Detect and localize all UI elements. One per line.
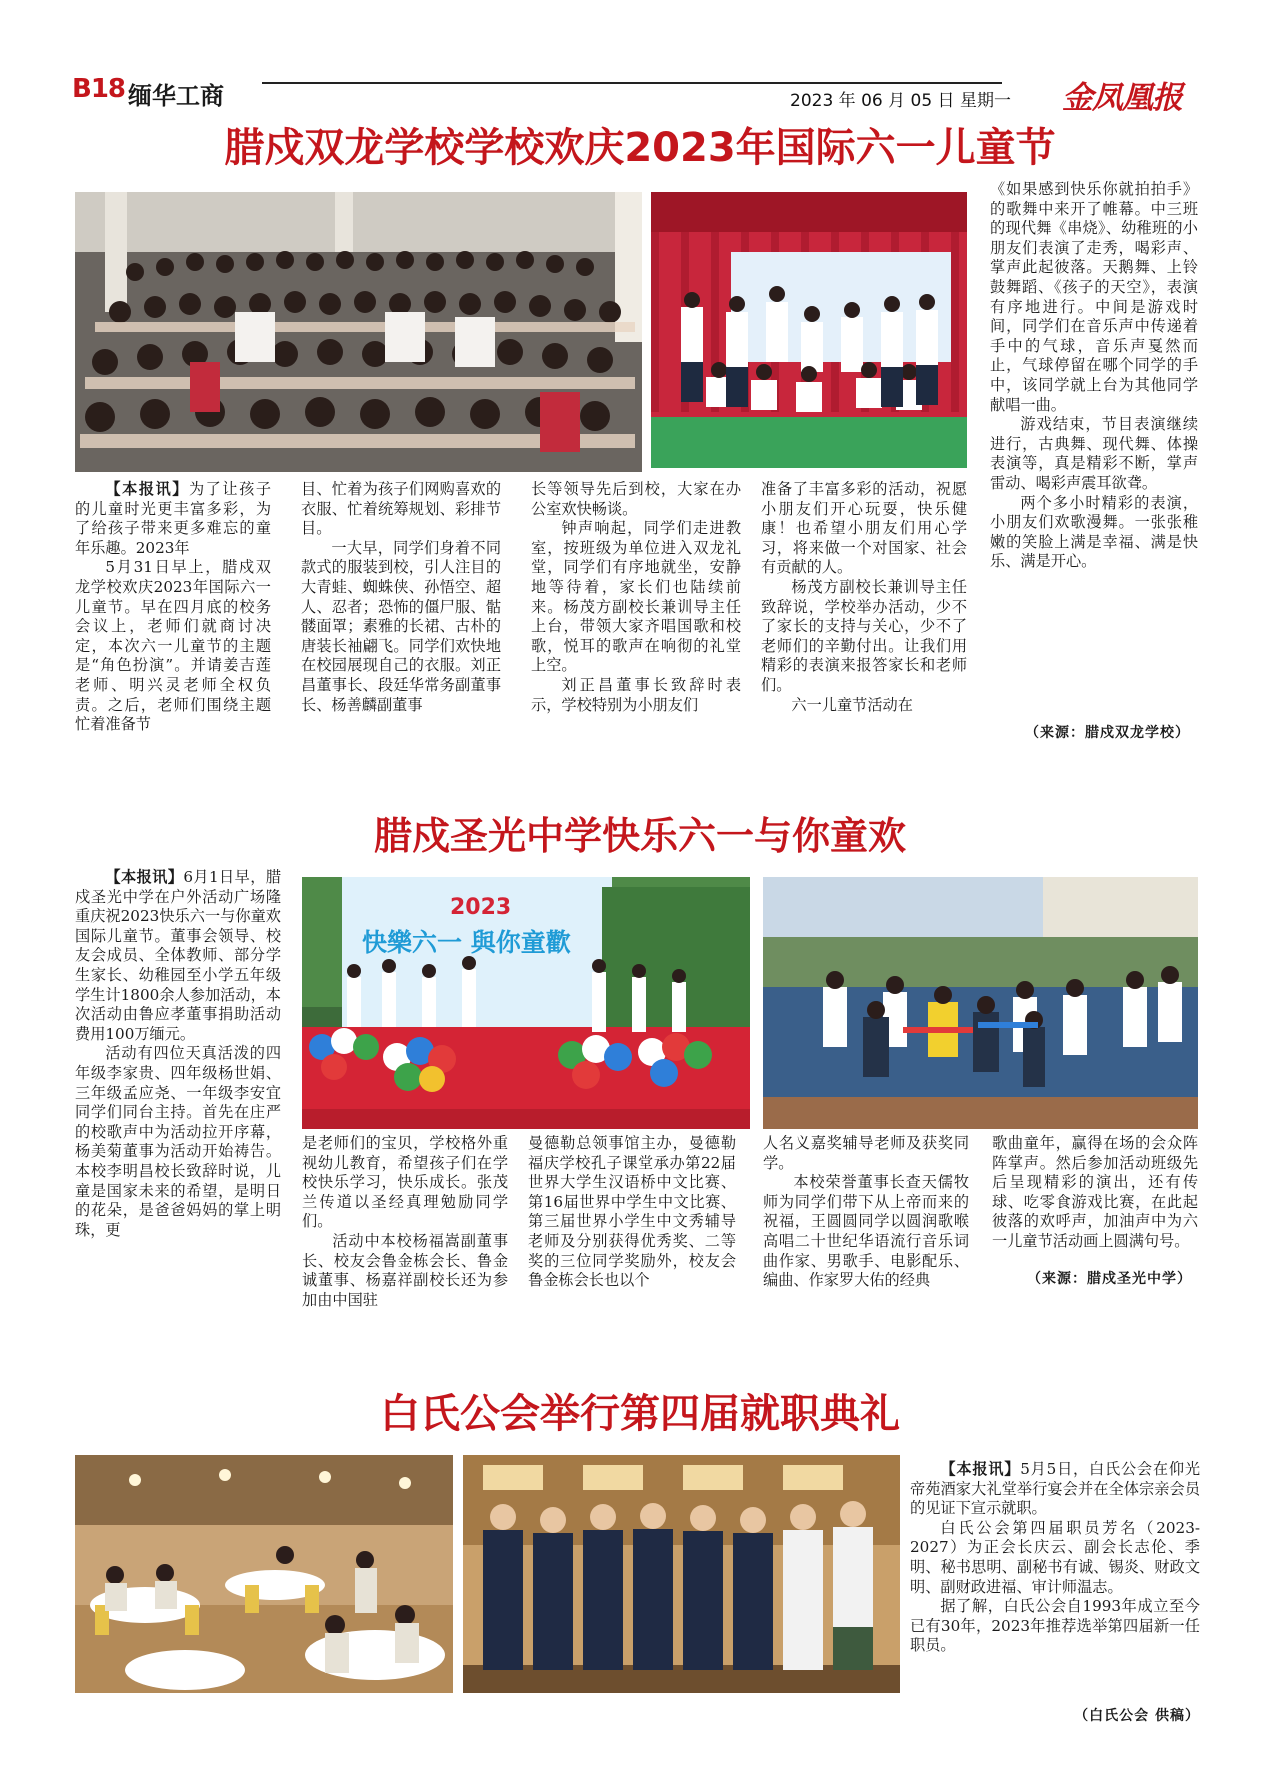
article1-column-2 [301,480,501,780]
article1-col2-para-1: 目、忙着为孩子们网购喜欢的衣服、忙着统筹规划、彩排节目。 [301,480,501,538]
photo-stage-performance [651,192,967,468]
article1-col3-para-2: 钟声响起，同学们走进教室，按班级为单位进入双龙礼堂，同学们有序地就坐，安静地等待着，家长们也陆续前来。杨茂方副校长兼训导主任上台，带领大家齐唱国歌和校歌，悦耳的歌声在响彻的礼堂上空。 [531,519,741,675]
article3-column-1 [910,1460,1200,1700]
article1-col4-para-1: 准备了丰富多彩的活动，祝愿小朋友们开心玩耍，快乐健康！也希望小朋友们用心学习，将来做一个对国家、社会有贡献的人。 [761,480,967,577]
article1-col5-para-2: 游戏结束，节目表演继续进行，古典舞、现代舞、体操表演等，真是精彩不断，掌声雷动、喝彩声震耳欲聋。 [990,415,1198,492]
photo-officials-group [463,1455,900,1693]
article3-col1-para-3: 据了解，白氏公会自1993年成立至今已有30年，2023年推荐选举第四届新一任职员。 [910,1597,1200,1655]
article2-column-4 [763,1134,969,1294]
photo-children-audience [75,192,642,472]
article2-col5-para-1: 歌曲童年，赢得在场的会众阵阵掌声。然后参加活动班级先后呈现精彩的演出，还有传球、吃零食游戏比赛，在此起彼落的欢呼声，加油声中为六一儿童节活动画上圆满句号。 [992,1134,1198,1250]
article1-column-4 [761,480,967,780]
article1-column-5 [990,180,1198,720]
article2-col4-para-2: 本校荣誉董事长查天儒牧师为同学们带下从上帝而来的祝福，王圆圆同学以圆润歌喉高唱二十世纪华语流行音乐词曲作家、男歌手、电影配乐、编曲、作家罗大佑的经典 [763,1173,969,1290]
article3-headline: 白氏公会举行第四届就职典礼 [380,1391,900,1437]
photo-banquet-hall [75,1455,453,1693]
article2-column-1 [75,868,281,1288]
article3-col1-para-2: 白氏公会第四届职员芳名（2023-2027）为正会长庆云、副会长志伦、季明、秘书思明、副秘书有诚、锡炎、财政文明、副财政进福、审计师温志。 [910,1518,1200,1596]
article2-column-2 [302,1134,508,1309]
article2-col4-para-1: 人名义嘉奖辅导老师及获奖同学。 [763,1134,969,1172]
issue-date: 2023 年 06 月 05 日 星期一 [790,91,1011,111]
article2-col3-para-1: 曼德勒总领事馆主办，曼德勒福庆学校孔子课堂承办第22届世界大学生汉语桥中文比赛、第16届世界中学生中文比赛、第三届世界小学生中文秀辅导老师及分别获得优秀奖、二等奖的三位同学奖励外，校友会鲁金栋会长也以个 [528,1134,736,1290]
article3-source: （白氏公会 供稿） [1074,1708,1200,1724]
article1-source: （来源：腊戍双龙学校） [1025,725,1190,741]
article1-headline: 腊戍双龙学校学校欢庆2023年国际六一儿童节 [224,125,1056,171]
article2-source: （来源：腊戍圣光中学） [1027,1271,1192,1287]
banner-year: 2023 [450,895,512,920]
article1-col1-para-1: 【本报讯】为了让孩子的儿童时光更丰富多彩，为了给孩子带来更多难忘的童年乐趣。2023年 [75,480,272,557]
photo-stage-balloons [302,877,750,1129]
article1-col3-para-1: 长等领导先后到校，大家在办公室欢快畅谈。 [531,480,741,518]
article2-col2-para-1: 是老师们的宝贝，学校格外重视幼儿教育，希望孩子们在学校快乐学习，快乐成长。张茂兰传道以圣经真理勉励同学们。 [302,1134,508,1231]
article2-col1-para-2: 活动有四位天真活泼的四年级李家贵、四年级杨世娟、三年级孟应尧、一年级李安宜同学们同台主持。首先在庄严的校歌声中为活动拉开序幕，杨美菊董事为活动开始祷告。本校李明昌校长致辞时说，儿童是国家未来的希望，是明日的花朵，是爸爸妈妈的掌上明珠，更 [75,1044,281,1239]
article2-column-3 [528,1134,736,1294]
article1-col5-para-1: 《如果感到快乐你就拍拍手》的歌舞中来开了帷幕。中三班的现代舞《串烧》、幼稚班的小朋友们表演了走秀，喝彩声、掌声此起彼落。天鹅舞、上铃鼓舞蹈、《孩子的天空》，表演有序地进行。中间是游戏时间，同学们在音乐声中传递着手中的气球，音乐声戛然而止，气球停留在哪个同学的手中，该同学就上台为其他同学献唱一曲。 [990,180,1198,414]
article1-col2-para-2: 一大早，同学们身着不同款式的服装到校，引人注目的大青蛙、蜘蛛侠、孙悟空、超人、忍者；恐怖的僵尸服、骷髅面罩；素雅的长裙、古朴的唐装长袖翩飞。同学们欢快地在校园展现自己的衣服。刘正昌董事长、段廷华常务副董事长、杨善麟副董事 [301,538,501,714]
article1-col4-para-2: 杨茂方副校长兼训导主任致辞说，学校举办活动，少不了家长的支持与关心，少不了老师们的辛勤付出。让我们用精彩的表演来报答家长和老师们。 [761,577,967,694]
article3-col1-para-1: 【本报讯】5月5日，白氏公会在仰光帝苑酒家大礼堂举行宴会并在全体宗亲会员的见证下宣示就职。 [910,1460,1201,1518]
article2-col1-para-1: 【本报讯】6月1日早，腊戍圣光中学在户外活动广场隆重庆祝2023快乐六一与你童欢国际儿童节。董事会领导、校友会成员、全体教师、部分学生家长、幼稚园至小学五年级学生计1800余人参加活动，本次活动由鲁应孝董事捐助活动费用100万缅元。 [75,868,282,1043]
article1-col4-para-3: 六一儿童节活动在 [791,695,913,714]
photo-outdoor-games [763,877,1198,1129]
banner-title: 快樂六一 與你童歡 [362,928,571,957]
article2-headline: 腊戍圣光中学快乐六一与你童欢 [373,814,906,858]
article1-column-1 [75,480,271,780]
article1-col5-para-3: 两个多小时精彩的表演，小朋友们欢歌漫舞。一张张稚嫩的笑脸上满是幸福、满是快乐、满是开心。 [990,493,1198,571]
header-rule [262,82,1002,84]
masthead-logo: 金凤凰报 [1062,80,1182,116]
article1-col1-para-2: 5月31日早上，腊戍双龙学校欢庆2023年国际六一儿童节。早在四月底的校务会议上，老师们就商讨决定，本次六一儿童节的主题是“角色扮演”。并请姜吉莲老师、明兴灵老师全权负责。之后，老师们围绕主题忙着准备节 [75,558,271,734]
article2-col2-para-2: 活动中本校杨福嵩副董事长、校友会鲁金栋会长、鲁金诚董事、杨嘉祥副校长还为参加由中国驻 [302,1231,508,1309]
section-name: 缅华工商 [128,82,224,110]
article2-column-5 [992,1134,1198,1254]
page-number: B18 [72,74,125,104]
article1-col3-para-3: 刘正昌董事长致辞时表示，学校特别为小朋友们 [531,675,741,714]
article1-column-3 [531,480,741,780]
